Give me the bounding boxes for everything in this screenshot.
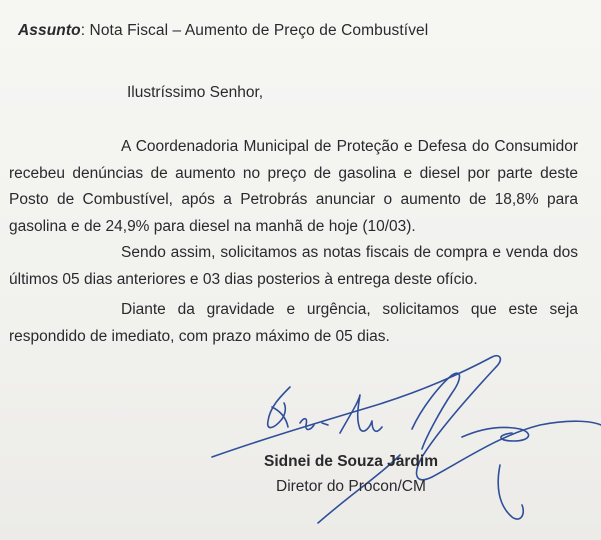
salutation: Ilustríssimo Senhor, [127,84,264,101]
subject-separator: : [80,22,90,39]
paragraph-2 [9,240,578,293]
subject-label: Assunto [18,22,81,39]
signer-name: Sidnei de Souza Jardim [264,453,438,470]
signature-underline-stroke [462,427,529,441]
handwritten-signature [200,345,601,535]
signer-role: Diretor do Procon/CM [276,478,426,495]
paragraph-2-text: Sendo assim, solicitamos as notas fiscais de compra e venda dos últimos 05 dias anteriores e 03 dias posterios à entrega deste ofício. [9,244,578,288]
subject-line [18,22,428,40]
paragraph-3-text: Diante da gravidade e urgência, solicitamos que este seja respondido de imediato, com prazo máximo de 05 dias. [9,301,578,345]
signature-initial-stroke [268,387,290,428]
subject-text: Nota Fiscal – Aumento de Preço de Combustível [89,22,429,39]
paragraph-1-text: A Coordenadoria Municipal de Proteção e Defesa do Consumidor recebeu denúncias de aumento no preço de gasolina e diesel por parte deste Posto de Combustível, após a Petrobrás anunciar o aumento de 18,8% para gasolina e de 24,9% para diesel na manhã de hoje (10/03). [9,138,578,235]
signature-lower-tail-stroke [498,465,523,519]
paragraph-1 [9,134,578,240]
paragraph-3 [9,297,578,350]
